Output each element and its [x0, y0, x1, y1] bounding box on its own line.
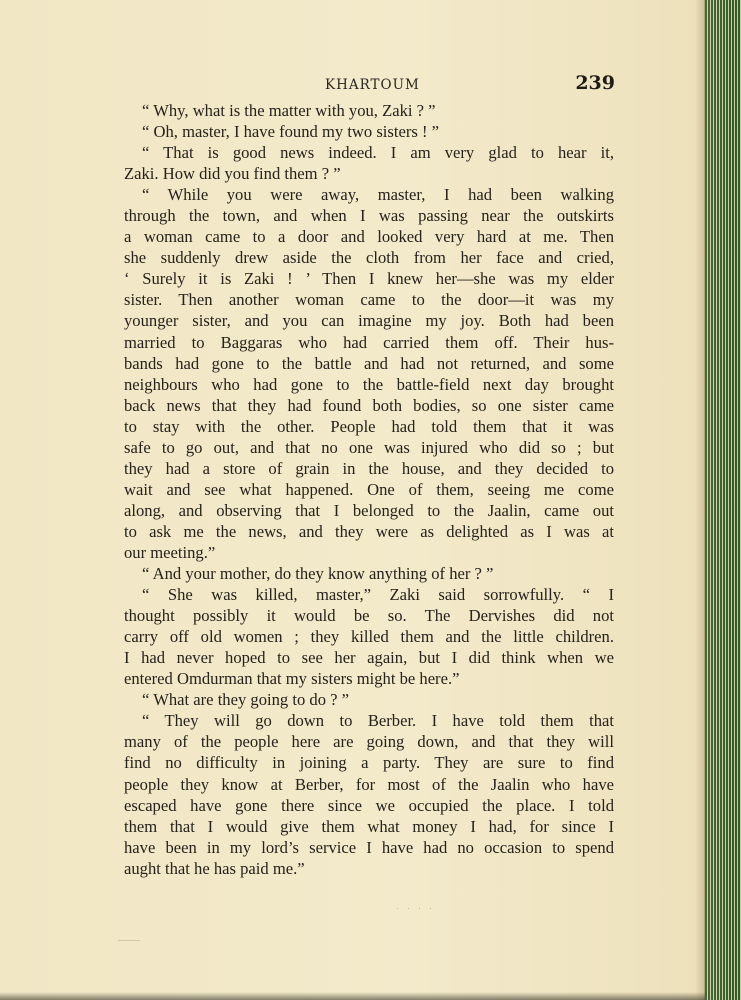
text-line: find no difficulty in joining a party. They are sure to find — [124, 753, 614, 773]
text-line: them that I would give them what money I had, for since I — [124, 816, 614, 836]
text-line: aught that he has paid me.” — [124, 858, 305, 878]
text-line: “ And your mother, do they know anything of her ? ” — [142, 564, 494, 584]
text-line: through the town, and when I was passing near the outskirts — [124, 206, 614, 226]
text-line: many of the people here are going down, and that they will — [124, 732, 614, 752]
page-mark — [118, 940, 140, 941]
text-line: thought possibly it would be so. The Dervishes did not — [124, 606, 614, 626]
text-line: along, and observing that I belonged to the Jaalin, came out — [124, 500, 614, 520]
text-line: I had never hoped to see her again, but I did think when we — [124, 648, 614, 668]
text-line: to stay with the other. People had told them that it was — [124, 416, 614, 436]
text-line: ‘ Surely it is Zaki ! ’ Then I knew her—she was my elder — [124, 269, 614, 289]
text-line: wait and see what happened. One of them, seeing me come — [124, 479, 614, 499]
text-line: our meeting.” — [124, 542, 216, 562]
text-line: bands had gone to the battle and had not returned, and some — [124, 353, 614, 373]
text-line: “ Oh, master, I have found my two sisters ! ” — [142, 122, 440, 142]
text-line: “ She was killed, master,” Zaki said sorrowfully. “ I — [142, 585, 614, 605]
book-binding-edge — [704, 0, 741, 1000]
text-line: a woman came to a door and looked very hard at me. Then — [124, 227, 614, 247]
text-line: carry off old women ; they killed them and the little children. — [124, 627, 614, 647]
text-line: have been in my lord’s service I have had no occasion to spend — [124, 837, 614, 857]
text-line: people they know at Berber, for most of the Jaalin who have — [124, 774, 614, 794]
text-line: she suddenly drew aside the cloth from her face and cried, — [124, 248, 614, 268]
text-line: “ What are they going to do ? ” — [142, 690, 350, 710]
text-line: they had a store of grain in the house, and they decided to — [124, 458, 614, 478]
page-number: 239 — [575, 72, 615, 94]
text-line: “ Why, what is the matter with you, Zaki ? ” — [142, 101, 436, 120]
text-line: younger sister, and you can imagine my joy. Both had been — [124, 311, 614, 331]
text-line: neighbours who had gone to the battle-field next day brought — [124, 374, 614, 394]
body-text — [124, 100, 614, 879]
text-line: “ While you were away, master, I had been walking — [142, 185, 614, 205]
text-line: sister. Then another woman came to the door—it was my — [124, 290, 614, 310]
text-line: “ They will go down to Berber. I have told them that — [142, 711, 614, 731]
text-line: “ That is good news indeed. I am very glad to hear it, — [142, 143, 614, 163]
text-line: escaped have gone there since we occupied the place. I told — [124, 795, 614, 815]
running-title: KHARTOUM — [325, 77, 420, 93]
text-line: to ask me the news, and they were as delighted as I was at — [124, 521, 614, 541]
text-line: married to Baggaras who had carried them off. Their hus- — [124, 332, 614, 352]
text-line: safe to go out, and that no one was injured who did so ; but — [124, 437, 614, 457]
running-header — [120, 74, 615, 100]
text-line: Zaki. How did you find them ? ” — [124, 164, 341, 184]
text-line: back news that they had found both bodies, so one sister came — [124, 395, 614, 415]
text-line: entered Omdurman that my sisters might be here.” — [124, 669, 460, 689]
page-bottom-shadow — [0, 992, 705, 1000]
print-speck: . . . . — [396, 902, 435, 911]
